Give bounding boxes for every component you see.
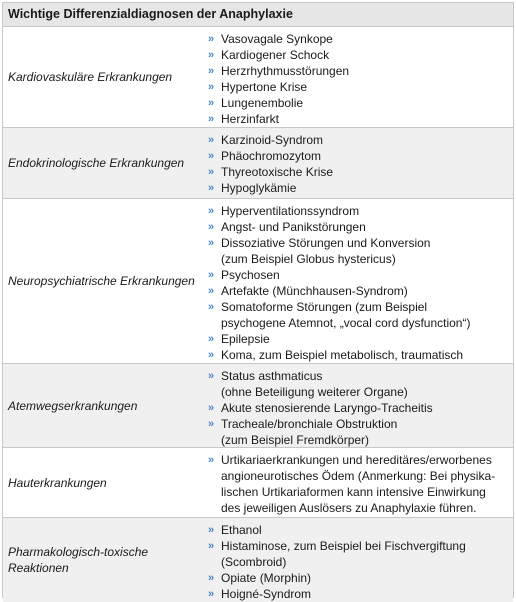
chevron-bullet-icon: » bbox=[208, 454, 215, 466]
category-endocrinological: Endokrinologische Erkrankungen bbox=[8, 156, 185, 170]
list-item: » Artefakte (Münchhausen-Syndrom) bbox=[208, 284, 408, 298]
category-neuropsychiatric: Neuropsychiatrische Erkrankungen bbox=[8, 274, 195, 288]
chevron-bullet-icon: » bbox=[208, 269, 215, 281]
table-row bbox=[3, 518, 513, 602]
list-item: » Phäochromozytom bbox=[208, 149, 322, 163]
chevron-bullet-icon: » bbox=[208, 33, 215, 45]
list-item: » Urtikariaerkrankungen und hereditäres/erworbenes angioneurotisches Ödem (Anmerkung: Bei physika- lischen Urtikariaformen kann intensive Einwirkung des jeweiligen Auslösers zu Anaphylaxie führen. bbox=[208, 453, 496, 515]
category-cardiovascular: Kardiovaskuläre Erkrankungen bbox=[8, 70, 173, 84]
list-item: » Angst- und Panikstörungen bbox=[208, 220, 366, 234]
list-item: » Lungenembolie bbox=[208, 96, 304, 110]
list-item: » Psychosen bbox=[208, 268, 280, 282]
chevron-bullet-icon: » bbox=[208, 524, 215, 536]
chevron-bullet-icon: » bbox=[208, 349, 215, 361]
differential-diagnosis-table bbox=[2, 2, 514, 601]
list-item: » Kardiogener Schock bbox=[208, 48, 330, 62]
chevron-bullet-icon: » bbox=[208, 237, 215, 249]
list-item: » Thyreotoxische Krise bbox=[208, 165, 334, 179]
chevron-bullet-icon: » bbox=[208, 150, 215, 162]
list-item: » Hyperventilationssyndrom bbox=[208, 204, 360, 218]
chevron-bullet-icon: » bbox=[208, 182, 215, 194]
category-skin: Hauterkrankungen bbox=[8, 475, 107, 490]
table-title: Wichtige Differenzialdiagnosen der Anaphylaxie bbox=[3, 3, 513, 27]
item-list bbox=[208, 518, 513, 602]
chevron-bullet-icon: » bbox=[208, 540, 215, 552]
item-list bbox=[208, 448, 513, 517]
list-item: » Herzrhythmusstörungen bbox=[208, 64, 350, 78]
chevron-bullet-icon: » bbox=[208, 572, 215, 584]
item-list bbox=[208, 364, 513, 447]
table-row bbox=[3, 128, 513, 199]
category-respiratory: Atemwegserkrankungen bbox=[8, 398, 138, 413]
chevron-bullet-icon: » bbox=[208, 81, 215, 93]
list-item: » Koma, zum Beispiel metabolisch, traumatisch bbox=[208, 348, 464, 362]
chevron-bullet-icon: » bbox=[208, 49, 215, 61]
item-list bbox=[208, 27, 513, 127]
list-item: » Somatoforme Störungen (zum Beispiel psychogene Atemnot, „vocal cord dysfunction“) bbox=[208, 300, 471, 330]
chevron-bullet-icon: » bbox=[208, 285, 215, 297]
list-item: » Dissoziative Störungen und Konversion (zum Beispiel Globus hystericus) bbox=[208, 236, 431, 266]
chevron-bullet-icon: » bbox=[208, 370, 215, 382]
item-list bbox=[208, 128, 513, 198]
category-pharmacological-toxic: Pharmakologisch-toxische Reaktionen bbox=[8, 545, 149, 575]
table-row bbox=[3, 364, 513, 448]
chevron-bullet-icon: » bbox=[208, 65, 215, 77]
table-row bbox=[3, 199, 513, 364]
chevron-bullet-icon: » bbox=[208, 402, 215, 414]
list-item: » Opiate (Morphin) bbox=[208, 571, 312, 585]
list-item: » Vasovagale Synkope bbox=[208, 32, 333, 46]
chevron-bullet-icon: » bbox=[208, 333, 215, 345]
list-item: » Ethanol bbox=[208, 523, 262, 537]
chevron-bullet-icon: » bbox=[208, 134, 215, 146]
table-row bbox=[3, 27, 513, 128]
list-item: » Status asthmaticus (ohne Beteiligung weiterer Organe) bbox=[208, 369, 408, 399]
table-row bbox=[3, 448, 513, 518]
list-item: » Hypoglykämie bbox=[208, 181, 297, 195]
chevron-bullet-icon: » bbox=[208, 97, 215, 109]
item-list bbox=[208, 199, 513, 363]
list-item: » Tracheale/bronchiale Obstruktion (zum Beispiel Fremdkörper) bbox=[208, 417, 398, 447]
list-item: » Hypertone Krise bbox=[208, 80, 308, 94]
list-item: » Hoigné-Syndrom bbox=[208, 587, 312, 601]
chevron-bullet-icon: » bbox=[208, 418, 215, 430]
chevron-bullet-icon: » bbox=[208, 166, 215, 178]
list-item: » Akute stenosierende Laryngo-Tracheitis bbox=[208, 401, 433, 415]
chevron-bullet-icon: » bbox=[208, 301, 215, 313]
chevron-bullet-icon: » bbox=[208, 205, 215, 217]
chevron-bullet-icon: » bbox=[208, 588, 215, 600]
list-item: » Histaminose, zum Beispiel bei Fischvergiftung (Scombroid) bbox=[208, 539, 466, 569]
chevron-bullet-icon: » bbox=[208, 221, 215, 233]
list-item: » Karzinoid-Syndrom bbox=[208, 133, 324, 147]
chevron-bullet-icon: » bbox=[208, 113, 215, 125]
list-item: » Epilepsie bbox=[208, 332, 270, 346]
list-item: » Herzinfarkt bbox=[208, 112, 280, 126]
